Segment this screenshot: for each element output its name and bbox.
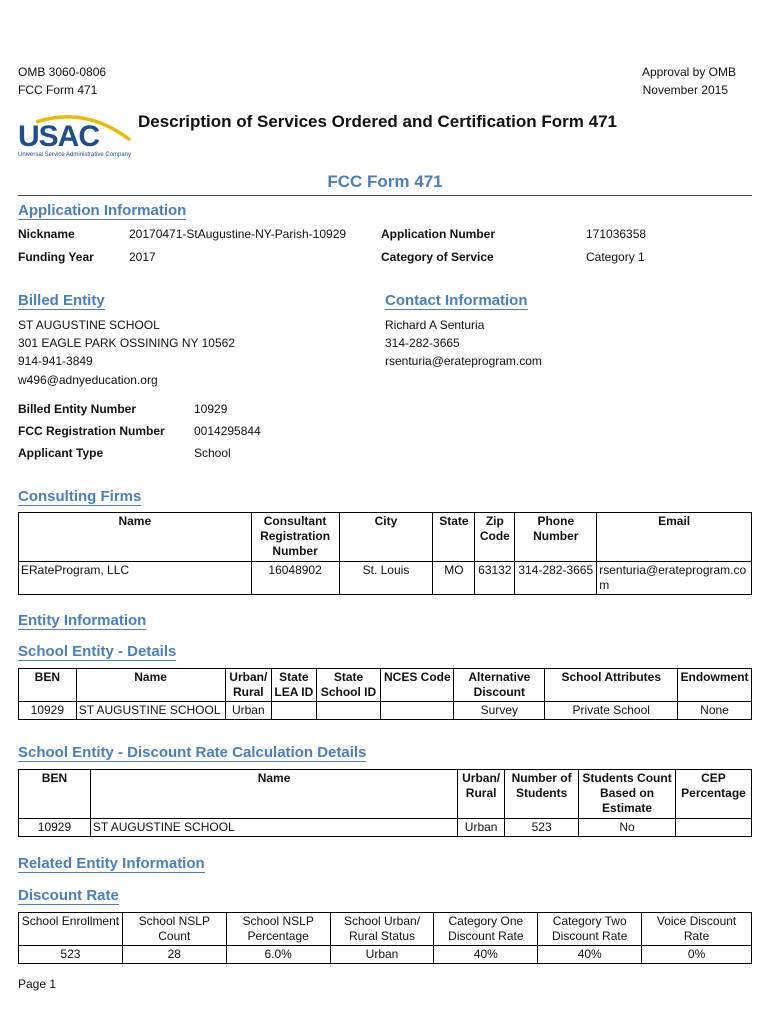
calc-urban: Urban bbox=[458, 819, 505, 837]
col-cat-one: Category One Discount Rate bbox=[434, 913, 538, 946]
consultant-city: St. Louis bbox=[339, 562, 433, 595]
voice-value: 0% bbox=[642, 946, 752, 964]
school-urban: Urban bbox=[225, 702, 272, 720]
fcc-reg-label: FCC Registration Number bbox=[18, 424, 165, 438]
col-attributes: School Attributes bbox=[545, 669, 678, 702]
table-header-row bbox=[19, 513, 752, 562]
col-state: State bbox=[433, 513, 475, 562]
school-details-heading: School Entity - Details bbox=[18, 643, 177, 660]
nickname-value: 20170471-StAugustine-NY-Parish-10929 bbox=[129, 227, 347, 241]
discount-rate-heading: Discount Rate bbox=[18, 887, 119, 904]
contact-email: rsenturia@erateprogram.com bbox=[385, 354, 542, 368]
discount-calc-heading: School Entity - Discount Rate Calculation Details bbox=[18, 744, 367, 761]
col-name: Name bbox=[90, 770, 457, 819]
col-zip: Zip Code bbox=[475, 513, 515, 562]
contact-name: Richard A Senturia bbox=[385, 318, 485, 332]
col-urban-status: School Urban/ Rural Status bbox=[330, 913, 434, 946]
page-number: Page 1 bbox=[18, 977, 57, 991]
applicant-type-label: Applicant Type bbox=[18, 446, 104, 460]
application-heading: Application Information bbox=[18, 202, 187, 219]
col-ben: BEN bbox=[19, 669, 77, 702]
table-row bbox=[19, 702, 752, 720]
ben-label: Billed Entity Number bbox=[18, 402, 137, 416]
usac-logo bbox=[16, 110, 136, 164]
consultant-email: rsenturia@erateprogram.com bbox=[597, 562, 752, 595]
col-nslp-count: School NSLP Count bbox=[122, 913, 226, 946]
category-value: Category 1 bbox=[586, 250, 645, 264]
related-entity-heading: Related Entity Information bbox=[18, 855, 205, 872]
col-students: Number of Students bbox=[505, 770, 579, 819]
col-endowment: Endowment bbox=[678, 669, 752, 702]
col-city: City bbox=[339, 513, 433, 562]
consultant-phone: 314-282-3665 bbox=[515, 562, 597, 595]
table-row bbox=[19, 819, 752, 837]
billed-entity-phone: 914-941-3849 bbox=[18, 354, 93, 368]
school-alt-discount: Survey bbox=[454, 702, 545, 720]
billed-entity-heading: Billed Entity bbox=[18, 292, 105, 309]
col-estimate: Students Count Based on Estimate bbox=[579, 770, 676, 819]
col-urban-rural: Urban/ Rural bbox=[225, 669, 272, 702]
omb-approval: Approval by OMB bbox=[641, 65, 736, 79]
col-urban-rural: Urban/ Rural bbox=[458, 770, 505, 819]
application-number-value: 171036358 bbox=[586, 227, 647, 241]
entity-heading: Entity Information bbox=[18, 612, 147, 629]
header-divider bbox=[18, 195, 752, 196]
logo-text: USAC bbox=[18, 120, 100, 153]
cat-two-value: 40% bbox=[538, 946, 642, 964]
school-details-table bbox=[18, 668, 752, 720]
school-nces bbox=[381, 702, 454, 720]
form-subtitle: FCC Form 471 bbox=[327, 172, 443, 191]
discount-rate-table bbox=[18, 912, 752, 964]
applicant-type-value: School bbox=[194, 446, 231, 460]
category-label: Category of Service bbox=[381, 250, 494, 264]
col-enrollment: School Enrollment bbox=[19, 913, 123, 946]
contact-heading: Contact Information bbox=[385, 292, 528, 309]
col-voice: Voice Discount Rate bbox=[642, 913, 752, 946]
col-cat-two: Category Two Discount Rate bbox=[538, 913, 642, 946]
consultant-name: ERateProgram, LLC bbox=[19, 562, 252, 595]
nslp-percentage-value: 6.0% bbox=[226, 946, 330, 964]
calc-name: ST AUGUSTINE SCHOOL bbox=[90, 819, 457, 837]
table-row bbox=[19, 562, 752, 595]
application-number-label: Application Number bbox=[381, 227, 496, 241]
nslp-count-value: 28 bbox=[122, 946, 226, 964]
consulting-table bbox=[18, 512, 752, 595]
col-nslp-percentage: School NSLP Percentage bbox=[226, 913, 330, 946]
col-name: Name bbox=[76, 669, 225, 702]
approval-date: November 2015 bbox=[642, 83, 728, 97]
col-state-lea: State LEA ID bbox=[272, 669, 317, 702]
billed-entity-address: 301 EAGLE PARK OSSINING NY 10562 bbox=[18, 336, 235, 350]
col-phone: Phone Number bbox=[515, 513, 597, 562]
calc-cep bbox=[675, 819, 751, 837]
school-attributes: Private School bbox=[545, 702, 678, 720]
consultant-zip: 63132 bbox=[475, 562, 515, 595]
col-name: Name bbox=[19, 513, 252, 562]
billed-entity-email: w496@adnyeducation.org bbox=[18, 373, 158, 387]
discount-calc-table bbox=[18, 769, 752, 837]
funding-year-value: 2017 bbox=[129, 250, 156, 264]
school-state-id bbox=[316, 702, 381, 720]
school-name: ST AUGUSTINE SCHOOL bbox=[76, 702, 225, 720]
col-alt-discount: Alternative Discount bbox=[454, 669, 545, 702]
page-title: Description of Services Ordered and Certification Form 471 bbox=[138, 112, 617, 131]
table-header-row bbox=[19, 669, 752, 702]
contact-phone: 314-282-3665 bbox=[385, 336, 460, 350]
logo-subtext: Universal Service Administrative Company bbox=[18, 152, 132, 158]
col-state-school: State School ID bbox=[316, 669, 381, 702]
school-lea bbox=[272, 702, 317, 720]
calc-ben: 10929 bbox=[19, 819, 91, 837]
col-registration: Consultant Registration Number bbox=[251, 513, 339, 562]
consulting-heading: Consulting Firms bbox=[18, 488, 142, 505]
col-ben: BEN bbox=[19, 770, 91, 819]
calc-students: 523 bbox=[505, 819, 579, 837]
nickname-label: Nickname bbox=[18, 227, 75, 241]
school-endowment: None bbox=[678, 702, 752, 720]
school-ben: 10929 bbox=[19, 702, 77, 720]
table-header-row bbox=[19, 913, 752, 946]
cat-one-value: 40% bbox=[434, 946, 538, 964]
omb-number: OMB 3060-0806 bbox=[18, 65, 107, 79]
calc-estimate: No bbox=[579, 819, 676, 837]
col-cep: CEP Percentage bbox=[675, 770, 751, 819]
col-nces: NCES Code bbox=[381, 669, 454, 702]
col-email: Email bbox=[597, 513, 752, 562]
table-header-row bbox=[19, 770, 752, 819]
fcc-reg-value: 0014295844 bbox=[194, 424, 261, 438]
billed-entity-name: ST AUGUSTINE SCHOOL bbox=[18, 318, 160, 332]
funding-year-label: Funding Year bbox=[18, 250, 94, 264]
ben-value: 10929 bbox=[194, 402, 228, 416]
urban-status-value: Urban bbox=[330, 946, 434, 964]
table-row bbox=[19, 946, 752, 964]
consultant-state: MO bbox=[433, 562, 475, 595]
form-label: FCC Form 471 bbox=[18, 83, 98, 97]
enrollment-value: 523 bbox=[19, 946, 123, 964]
consultant-reg: 16048902 bbox=[251, 562, 339, 595]
